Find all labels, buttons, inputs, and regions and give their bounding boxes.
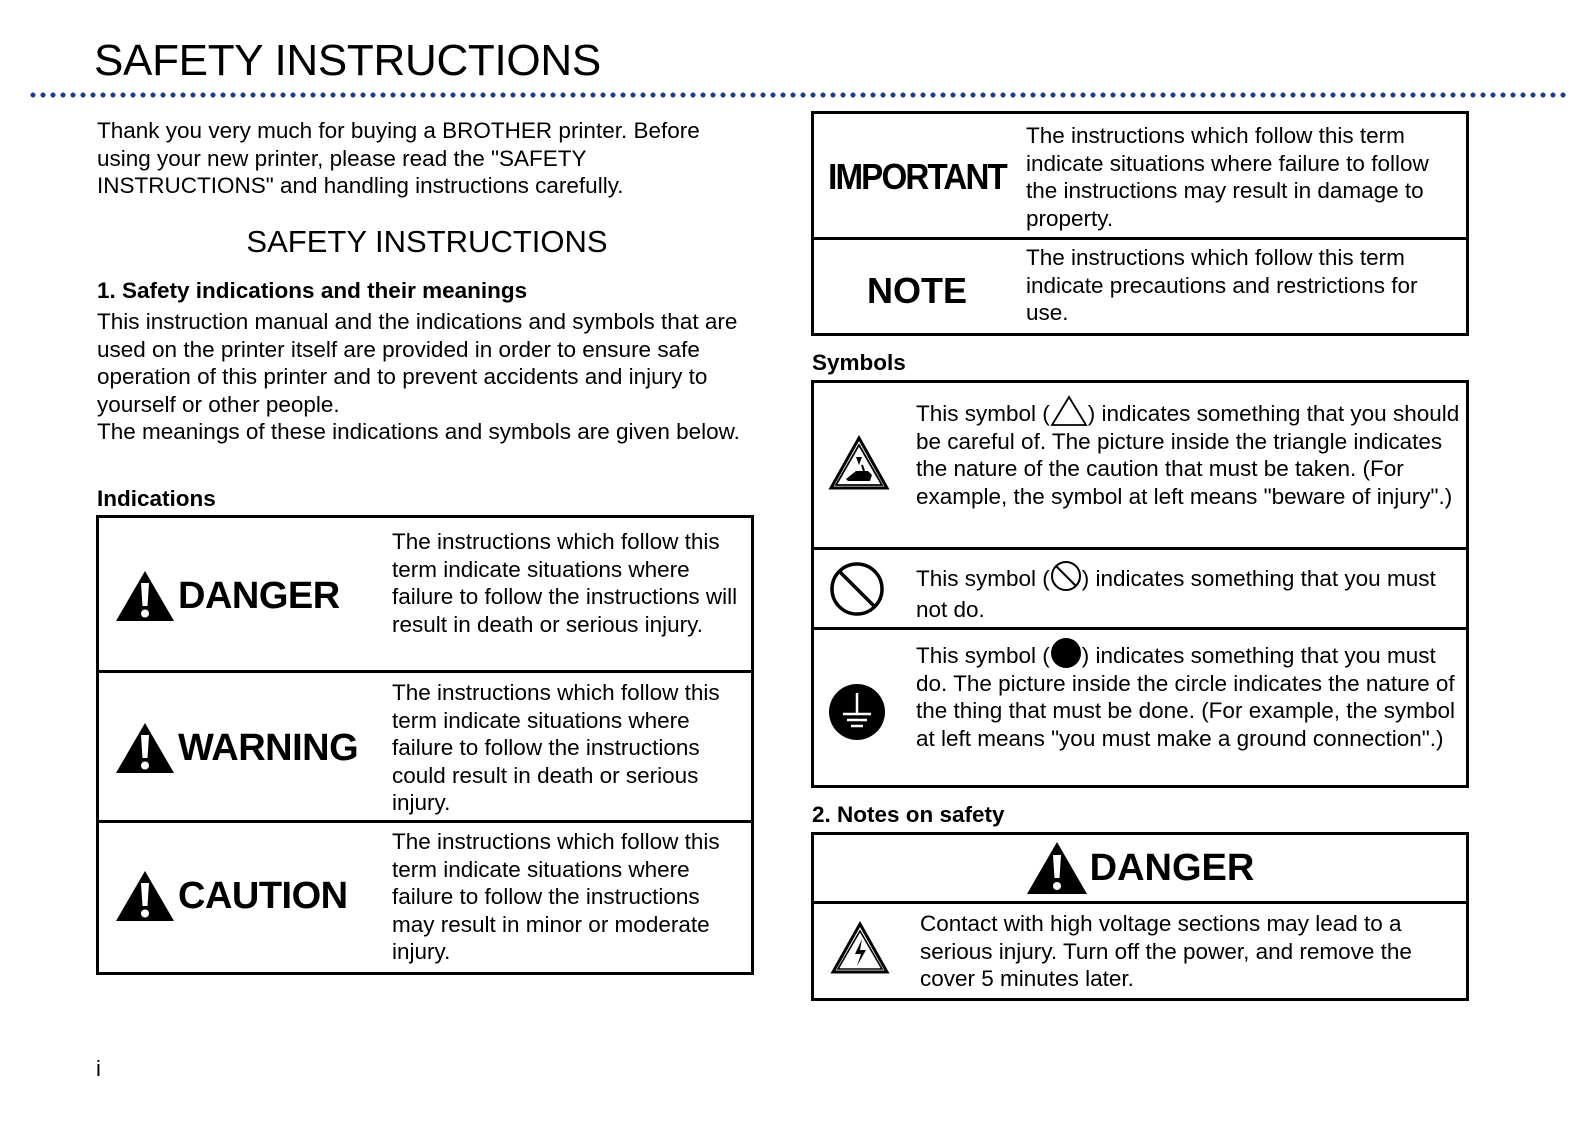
terms-table xyxy=(811,111,1469,336)
section-title: SAFETY INSTRUCTIONS xyxy=(246,224,608,259)
prohibition-circle-icon xyxy=(828,560,886,623)
prohibition-symbol-description xyxy=(916,560,1464,625)
indication-row-caution xyxy=(99,820,751,971)
danger-notice-table xyxy=(811,832,1469,1001)
indications-heading: Indications xyxy=(97,486,216,511)
danger-notice-label: DANGER xyxy=(1089,846,1255,889)
page-title: SAFETY INSTRUCTIONS xyxy=(94,36,601,85)
indication-row-warning xyxy=(99,670,751,820)
section-1-paragraph xyxy=(97,308,757,446)
caution-label-text: CAUTION xyxy=(178,874,348,917)
warning-description: The instructions which follow this term indicate situations where failure to follow the instructions could result in death or serious injury. xyxy=(392,680,720,815)
danger-notice-text: Contact with high voltage sections may lead to a serious injury. Turn off the power, and remove the cover 5 minutes later. xyxy=(920,911,1412,991)
caution-description: The instructions which follow this term indicate situations where failure to follow the instructions may result in minor or moderate injury. xyxy=(392,829,720,964)
indication-row-danger xyxy=(99,518,751,670)
symbols-table xyxy=(811,380,1469,788)
danger-notice-row xyxy=(814,901,1466,1000)
caution-symbol-text-pre: This symbol ( xyxy=(916,401,1050,426)
symbol-row-prohibition xyxy=(814,547,1466,627)
note-label: NOTE xyxy=(866,270,967,311)
symbols-heading: Symbols xyxy=(812,350,906,375)
symbol-row-caution xyxy=(814,383,1466,547)
prohibition-symbol-text-pre: This symbol ( xyxy=(916,566,1050,591)
caution-label xyxy=(115,870,348,922)
high-voltage-triangle-icon xyxy=(830,921,890,980)
warning-triangle-icon xyxy=(115,570,175,622)
section-2-heading: 2. Notes on safety xyxy=(812,802,1005,827)
filled-circle-icon xyxy=(1050,637,1082,669)
caution-symbol-description xyxy=(916,395,1464,510)
triangle-outline-icon xyxy=(1050,395,1088,427)
section-1-paragraph-2: The meanings of these indications and symbols are given below. xyxy=(97,419,740,444)
danger-label xyxy=(115,570,340,622)
page-number: i xyxy=(96,1056,101,1081)
danger-description: The instructions which follow this term indicate situations where failure to follow the instructions will result in death or serious injury. xyxy=(392,529,738,637)
intro-paragraph: Thank you very much for buying a BROTHER printer. Before using your new printer, please read the "SAFETY INSTRUCTIONS" and handling instructions carefully. xyxy=(97,118,700,198)
warning-label xyxy=(115,722,358,774)
section-1-heading: 1. Safety indications and their meanings xyxy=(97,278,528,303)
dotted-divider xyxy=(28,91,1568,99)
prohibition-outline-icon xyxy=(1050,560,1082,592)
note-description: The instructions which follow this term indicate precautions and restrictions for use. xyxy=(1026,245,1418,325)
prohibition-symbol-text-post: ) indicates something that you must not do. xyxy=(916,566,1436,622)
term-row-important xyxy=(814,114,1466,237)
term-row-note xyxy=(814,237,1466,335)
mandatory-symbol-description xyxy=(916,637,1464,752)
danger-label-text: DANGER xyxy=(178,574,340,617)
warning-label-text: WARNING xyxy=(178,726,359,769)
warning-triangle-icon xyxy=(115,722,175,774)
symbol-row-mandatory xyxy=(814,627,1466,787)
caution-symbol-text-post: ) indicates something that you should be careful of. The picture inside the triangle indicates the nature of the caution that must be taken. (For example, the symbol at left means "beware of injury".) xyxy=(916,401,1460,509)
mandatory-symbol-text-post: ) indicates something that you must do. The picture inside the circle indicates the nature of the thing that must be done. (For example, the symbol at left means "you must make a ground connection".) xyxy=(916,643,1456,751)
caution-injury-triangle-icon xyxy=(828,435,890,496)
warning-triangle-icon xyxy=(1026,841,1088,895)
important-label: IMPORTANT xyxy=(828,156,1006,197)
danger-notice-title xyxy=(814,835,1466,901)
mandatory-symbol-text-pre: This symbol ( xyxy=(916,643,1050,668)
section-1-paragraph-1: This instruction manual and the indications and symbols that are used on the printer itself are provided in order to ensure safe operation of this printer and to prevent accidents and injury to yourself or other people. xyxy=(97,309,738,417)
indications-table xyxy=(96,515,754,975)
ground-connection-icon xyxy=(828,683,886,746)
important-description: The instructions which follow this term indicate situations where failure to follow the instructions may result in damage to property. xyxy=(1026,123,1429,231)
warning-triangle-icon xyxy=(115,870,175,922)
